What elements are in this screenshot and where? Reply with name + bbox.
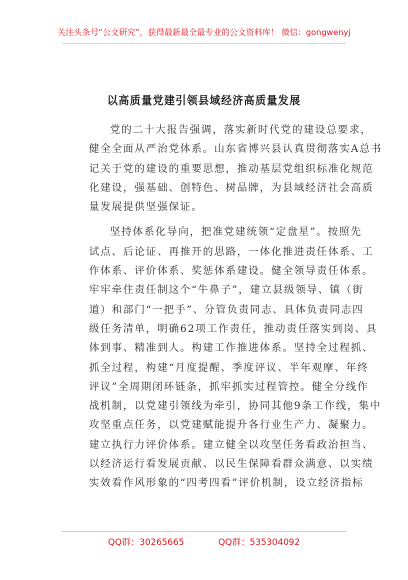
paragraph-2-line: 战机制，以党建引领线为牵引，协同其他9条工作线，集中 [89,401,382,413]
paragraph-2-line: 坚持体系化导向，把准党建统领“定盘星”。按照先 [110,227,362,239]
paragraph-2-line: 实效看作风形象的“四考四看”评价机制，设立经济指标 [89,478,364,490]
header-note: 关注头条号“公文研究”，获得最新最全最专业的公文资料库！ 微信：gongwenyj [57,27,351,37]
paragraph-2-line: 攻坚重点任务，以党建赋能提升各行业生产力、凝聚力。 [89,420,374,432]
paragraph-1-line: 党的二十大报告强调，落实新时代党的建设总要求， [110,125,372,136]
header-divider [62,43,346,44]
paragraph-2-line: 级任务清单，明确62项工作责任，推动责任落实到岗、具 [89,323,378,335]
footer [0,535,408,548]
footer-divider [62,531,346,532]
paragraph-2-line: 牢牢牵住责任制这个“牛鼻子”，建立县级领导、镇（街 [89,285,364,297]
paragraph-2-line: 评议”全周期闭环链条，抓牢抓实过程管控。健全分线作 [89,381,369,393]
document-title: 以高质量党建引领县域经济高质量发展 [107,95,301,107]
paragraph-1-line: 化建设，强基础、创特色、树品牌，为县域经济社会高质 [89,182,374,194]
paragraph-2-line: 试点、后论证、再推开的思路，一体化推进责任体系、工 [89,246,374,258]
footer-qq-group-1: QQ群：30265665 [107,538,185,548]
paragraph-1-line: 记关于党的建设的重要思想，推动基层党组织标准化规范 [89,163,374,175]
footer-qq-group-2: QQ群：535304092 [218,538,301,548]
paragraph-1-line: 健全全面从严治党体系。山东省博兴县认真贯彻落实A总书 [89,144,383,156]
paragraph-2-line: 抓全过程，构建“月度提醒、季度评议、半年观摩、年终 [89,362,369,374]
paragraph-2-line: 建立执行力评价体系。建立健全以攻坚任务看政治担当、 [89,439,374,451]
document-body [89,121,383,494]
paragraph-1-line: 量发展提供坚强保证。 [89,202,203,214]
paragraph-2-line: 道）和部门“一把手”、分管负责同志、具体负责同志四 [89,304,364,316]
paragraph-2-line: 以经济运行看发展贡献、以民生保障看群众满意、以实绩 [89,459,374,471]
paragraph-2-line: 作体系、评价体系、奖惩体系建设。健全领导责任体系。 [89,266,374,278]
paragraph-2-line: 体到事、精准到人。构建工作推进体系。坚持全过程抓、 [89,343,374,355]
